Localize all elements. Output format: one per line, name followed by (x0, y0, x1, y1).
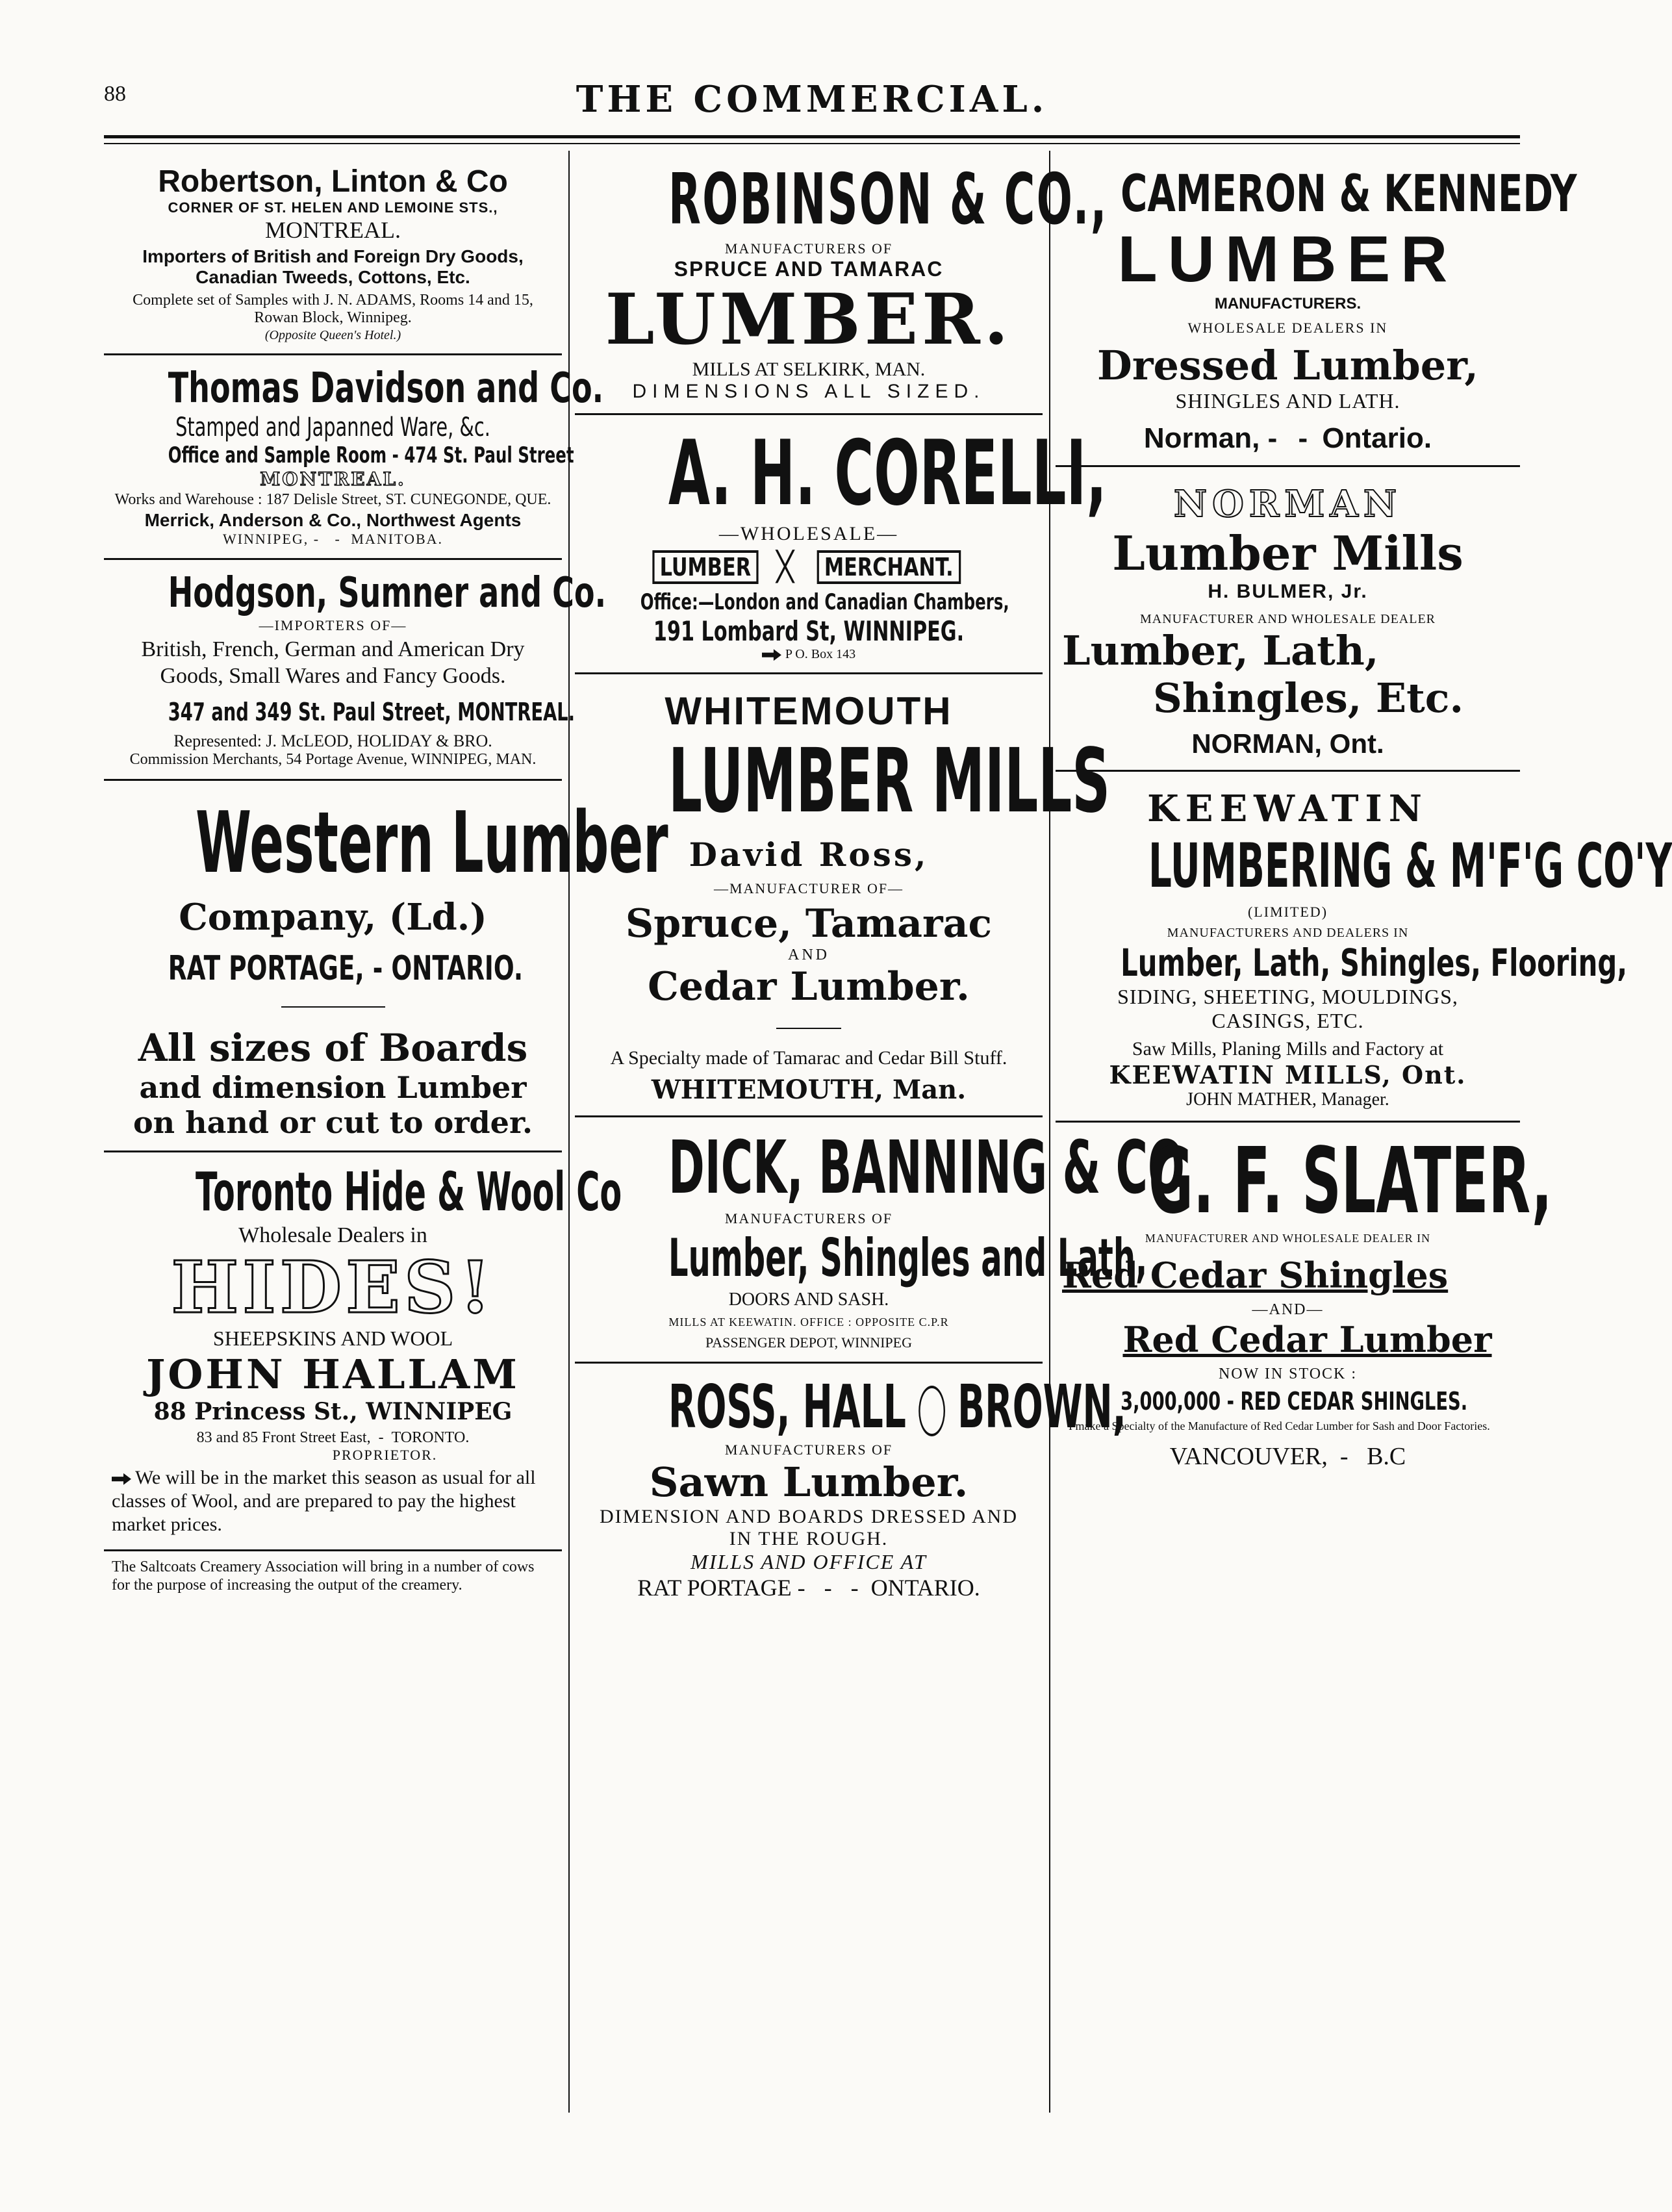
ad-limited: (LIMITED) (1247, 903, 1328, 920)
ad-title (668, 1372, 1126, 1442)
ad-stock: NOW IN STOCK : (1218, 1365, 1358, 1382)
ad-mills: KEEWATIN MILLS, Ont. (1109, 1060, 1467, 1089)
ad-slater (1056, 1123, 1552, 1481)
ad-title: Toronto Hide & Wool Co (196, 1161, 622, 1223)
ad-title: DICK, BANNING & CO (668, 1126, 1185, 1211)
ad-mfr: MANUFACTURER AND WHOLESALE DEALER (1139, 612, 1436, 626)
notice-text: We will be in the market this season as usual for all classes of Wool, and are prepared to pay the highest market prices. (112, 1466, 536, 1535)
name-left: ROSS, HALL (668, 1372, 906, 1442)
ad-product: Sawn Lumber. (649, 1458, 969, 1506)
ad-title: Thomas Davidson and Co. (168, 364, 604, 413)
lumber-merchant-banner (575, 550, 1043, 584)
news-saltcoats: The Saltcoats Creamery Association will bring in a number of cows for the purpose of increasing the output of the creamery. (112, 1558, 535, 1594)
ad-description: Importers of British and Foreign Dry Goods, Canadian Tweeds, Cottons, Etc. (142, 246, 524, 287)
ad-sizes-1: All sizes of Boards (138, 1025, 528, 1070)
merchant-box: MERCHANT. (817, 550, 960, 584)
pointing-hand-icon (112, 1473, 131, 1485)
province: ONTARIO. (870, 1574, 980, 1601)
ad-depot: PASSENGER DEPOT, WINNIPEG (705, 1334, 912, 1351)
ad-line-1: Spruce, Tamarac (625, 901, 993, 947)
ad-note: (Opposite Queen's Hotel.) (264, 328, 401, 342)
ad-company: LUMBERING & M'F'G CO'Y (1148, 831, 1672, 902)
ad-robertson (104, 151, 562, 355)
ad-lumber: Red Cedar Lumber (1122, 1318, 1492, 1360)
name-right: BROWN, (957, 1372, 1126, 1442)
ad-place: NORMAN, Ont. (1191, 728, 1384, 759)
ad-proprietor-name: JOHN HALLAM (146, 1350, 520, 1398)
ad-mfr: MANUFACTURERS OF (724, 240, 893, 257)
ad-quantity: 3,000,000 - RED CEDAR SHINGLES. (1121, 1386, 1468, 1416)
ad-title: KEEWATIN (1147, 787, 1428, 830)
ad-title: NORMAN (1173, 483, 1402, 526)
ad-line-2: Cedar Lumber. (648, 964, 970, 1010)
ad-hodgson (104, 560, 607, 781)
ad-place: Norman, - - Ontario. (1143, 422, 1432, 454)
pointing-hand-icon (762, 649, 781, 661)
saw-icon: ╳ (776, 550, 794, 584)
front-street: 83 and 85 Front Street East, (196, 1429, 371, 1446)
ad-wares: Stamped and Japanned Ware, &c. (175, 413, 490, 442)
ad-shingles: SHINGLES AND LATH. (1175, 389, 1400, 413)
ad-title: G. F. SLATER, (1148, 1128, 1552, 1234)
ad-samples: Complete set of Samples with J. N. ADAMS, Rooms 14 and 15, Rowan Block, Winnipeg. (133, 292, 533, 326)
header-rule (104, 135, 1520, 138)
page-number: 88 (104, 82, 126, 106)
header-rule-thin (104, 143, 1520, 144)
ad-saw: Saw Mills, Planing Mills and Factory at (1132, 1037, 1444, 1060)
ad-lumber: LUMBER (1117, 223, 1458, 296)
ad-owner: H. BULMER, Jr. (1208, 581, 1368, 602)
province: Ontario. (1322, 422, 1432, 454)
ad-wholesale: —WHOLESALE— (718, 522, 899, 544)
ad-shingles: Red Cedar Shingles (1062, 1254, 1449, 1296)
page-header (104, 78, 1520, 123)
ad-specialty: A Specialty made of Tamarac and Cedar Bill Stuff. (610, 1047, 1007, 1069)
ad-and: —AND— (1252, 1301, 1324, 1318)
ad-title: Hodgson, Sumner and Co. (168, 569, 607, 617)
ad-mills: MILLS AT SELKIRK, MAN. (692, 358, 926, 380)
ad-title: ROBINSON & CO., (668, 159, 1108, 240)
ad-norman-mills (1056, 467, 1520, 772)
place: RAT PORTAGE (637, 1574, 792, 1601)
ad-rep-detail: Commission Merchants, 54 Portage Avenue, WINNIPEG, MAN. (129, 750, 537, 768)
ad-products: Lumber, Lath, Shingles, Flooring, (1121, 940, 1628, 985)
ad-sheepskins: SHEEPSKINS AND WOOL (212, 1326, 453, 1350)
ad-agents-location: WINNIPEG, - - MANITOBA. (222, 531, 444, 547)
ad-place: RAT PORTAGE - - - ONTARIO. (637, 1574, 980, 1601)
ad-mfr: MANUFACTURERS OF (724, 1210, 893, 1227)
ad-davidson (104, 355, 604, 560)
ad-title: CAMERON & KENNEDY (1121, 165, 1577, 223)
ad-keewatin (1056, 772, 1672, 1123)
ad-front: 83 and 85 Front Street East, - TORONTO. (196, 1429, 470, 1446)
ad-dick-banning (575, 1117, 1185, 1364)
ad-location: RAT PORTAGE, - ONTARIO. (168, 948, 524, 988)
agents-city: WINNIPEG, (222, 531, 309, 547)
ad-wholesale: WHOLESALE DEALERS IN (1187, 320, 1388, 336)
ad-manager: JOHN MATHER, Manager. (1186, 1089, 1389, 1110)
separator (776, 1028, 841, 1029)
column-1 (104, 151, 668, 2116)
ad-mfr: MANUFACTURERS OF (724, 1441, 893, 1458)
ad-mfr: MANUFACTURER AND WHOLESALE DEALER IN (1145, 1231, 1431, 1245)
ad-dimensions: DIMENSION AND BOARDS DRESSED AND IN THE ROUGH. (599, 1505, 1019, 1549)
ad-and: AND (788, 947, 830, 964)
ad-products: Lumber, Shingles and Lath, (668, 1228, 1148, 1289)
ad-agents: Merrick, Anderson & Co., Northwest Agents (144, 510, 522, 530)
ad-works: Works and Warehouse : 187 Delisle Street, ST. CUNEGONDE, QUE. (114, 491, 551, 508)
ad-dealers: Wholesale Dealers in (238, 1223, 427, 1247)
ad-mills: MILLS AND OFFICE AT (690, 1549, 927, 1573)
ad-products-2: SIDING, SHEETING, MOULDINGS, CASINGS, ETC. (1117, 984, 1458, 1032)
agents-province: MANITOBA. (351, 531, 444, 547)
province: B.C (1367, 1442, 1406, 1470)
ad-address: CORNER OF ST. HELEN AND LEMOINE STS., (168, 199, 498, 216)
ad-robinson (575, 151, 1108, 415)
ad-dressed: Dressed Lumber, (1097, 342, 1478, 389)
place: Norman, (1143, 422, 1260, 454)
ad-title: Western Lumber (196, 793, 668, 892)
ad-goods: British, French, German and American Dry Goods, Small Wares and Fancy Goods. (141, 637, 525, 688)
ad-specialty: I make a Specialty of the Manufacture of Red Cedar Lumber for Sash and Door Factories. (1069, 1419, 1490, 1432)
ad-sizes-2: and dimension Lumber (139, 1069, 527, 1105)
ad-mfr: MANUFACTURERS AND DEALERS IN (1167, 925, 1409, 940)
ad-importers: —IMPORTERS OF— (259, 617, 407, 633)
ad-kind: SPRUCE AND TAMARAC (674, 257, 944, 281)
separator (281, 1006, 385, 1008)
ad-corelli (575, 415, 1107, 674)
toronto: TORONTO. (391, 1429, 470, 1446)
ad-mfr: —MANUFACTURER OF— (713, 880, 904, 897)
ad-office: Office and Sample Room - 474 St. Paul Street (168, 442, 574, 468)
ad-mills: MILLS AT KEEWATIN. OFFICE : OPPOSITE C.P.R (668, 1316, 949, 1329)
ad-sizes-3: on hand or cut to order. (133, 1104, 533, 1140)
ad-rep: Represented: J. McLEOD, HOLIDAY & BRO. (173, 731, 492, 750)
ad-address: 88 Princess St., WINNIPEG (153, 1397, 513, 1425)
ad-cameron-kennedy (1056, 151, 1577, 467)
ad-address: 191 Lombard St, WINNIPEG. (653, 615, 965, 647)
ad-title-2: LUMBER MILLS (668, 730, 1111, 833)
ad-company: Company, (Ld.) (179, 895, 487, 939)
masthead: THE COMMERCIAL. (576, 78, 1048, 121)
place: VANCOUVER, (1169, 1442, 1328, 1470)
ad-title: WHITEMOUTH (665, 689, 953, 733)
ad-doors: DOORS AND SASH. (728, 1290, 889, 1310)
ad-toronto-hide (104, 1152, 622, 1551)
ad-dimensions: DIMENSIONS ALL SIZED. (632, 380, 985, 402)
ad-office: Office:—London and Canadian Chambers, (640, 589, 1009, 615)
column-3 (1056, 151, 1672, 2116)
ad-place: VANCOUVER, - B.C (1169, 1442, 1406, 1470)
ad-mfr: MANUFACTURERS. (1214, 295, 1362, 312)
ad-owner: David Ross, (689, 835, 929, 874)
ad-western-lumber (104, 781, 668, 1152)
ad-whitemouth (575, 674, 1111, 1118)
ampersand-emblem-icon (918, 1386, 945, 1436)
lumber-box: LUMBER (652, 550, 758, 584)
box-number: P O. Box 143 (785, 646, 856, 661)
ad-hides: HIDES! (171, 1245, 495, 1329)
ad-city: MONTREAL. (260, 468, 406, 490)
column-2 (575, 151, 1185, 2116)
ad-box (575, 647, 1043, 662)
ad-line-2: Shingles, Etc. (1153, 674, 1464, 722)
ad-title: Robertson, Linton & Co (158, 164, 508, 199)
ad-city: MONTREAL. (265, 217, 401, 243)
ad-place: WHITEMOUTH, Man. (651, 1074, 967, 1106)
ad-notice (104, 1464, 562, 1539)
ad-line-1: Lumber, Lath, (1062, 627, 1379, 674)
ad-proprietor-label: PROPRIETOR. (332, 1446, 438, 1463)
ad-mills: Lumber Mills (1112, 526, 1463, 581)
ad-address: 347 and 349 St. Paul Street, MONTREAL. (168, 697, 576, 726)
ad-title: A. H. CORELLI, (668, 420, 1107, 526)
ad-ross-hall-brown (575, 1364, 1126, 1612)
ad-lumber: LUMBER. (605, 279, 1013, 361)
